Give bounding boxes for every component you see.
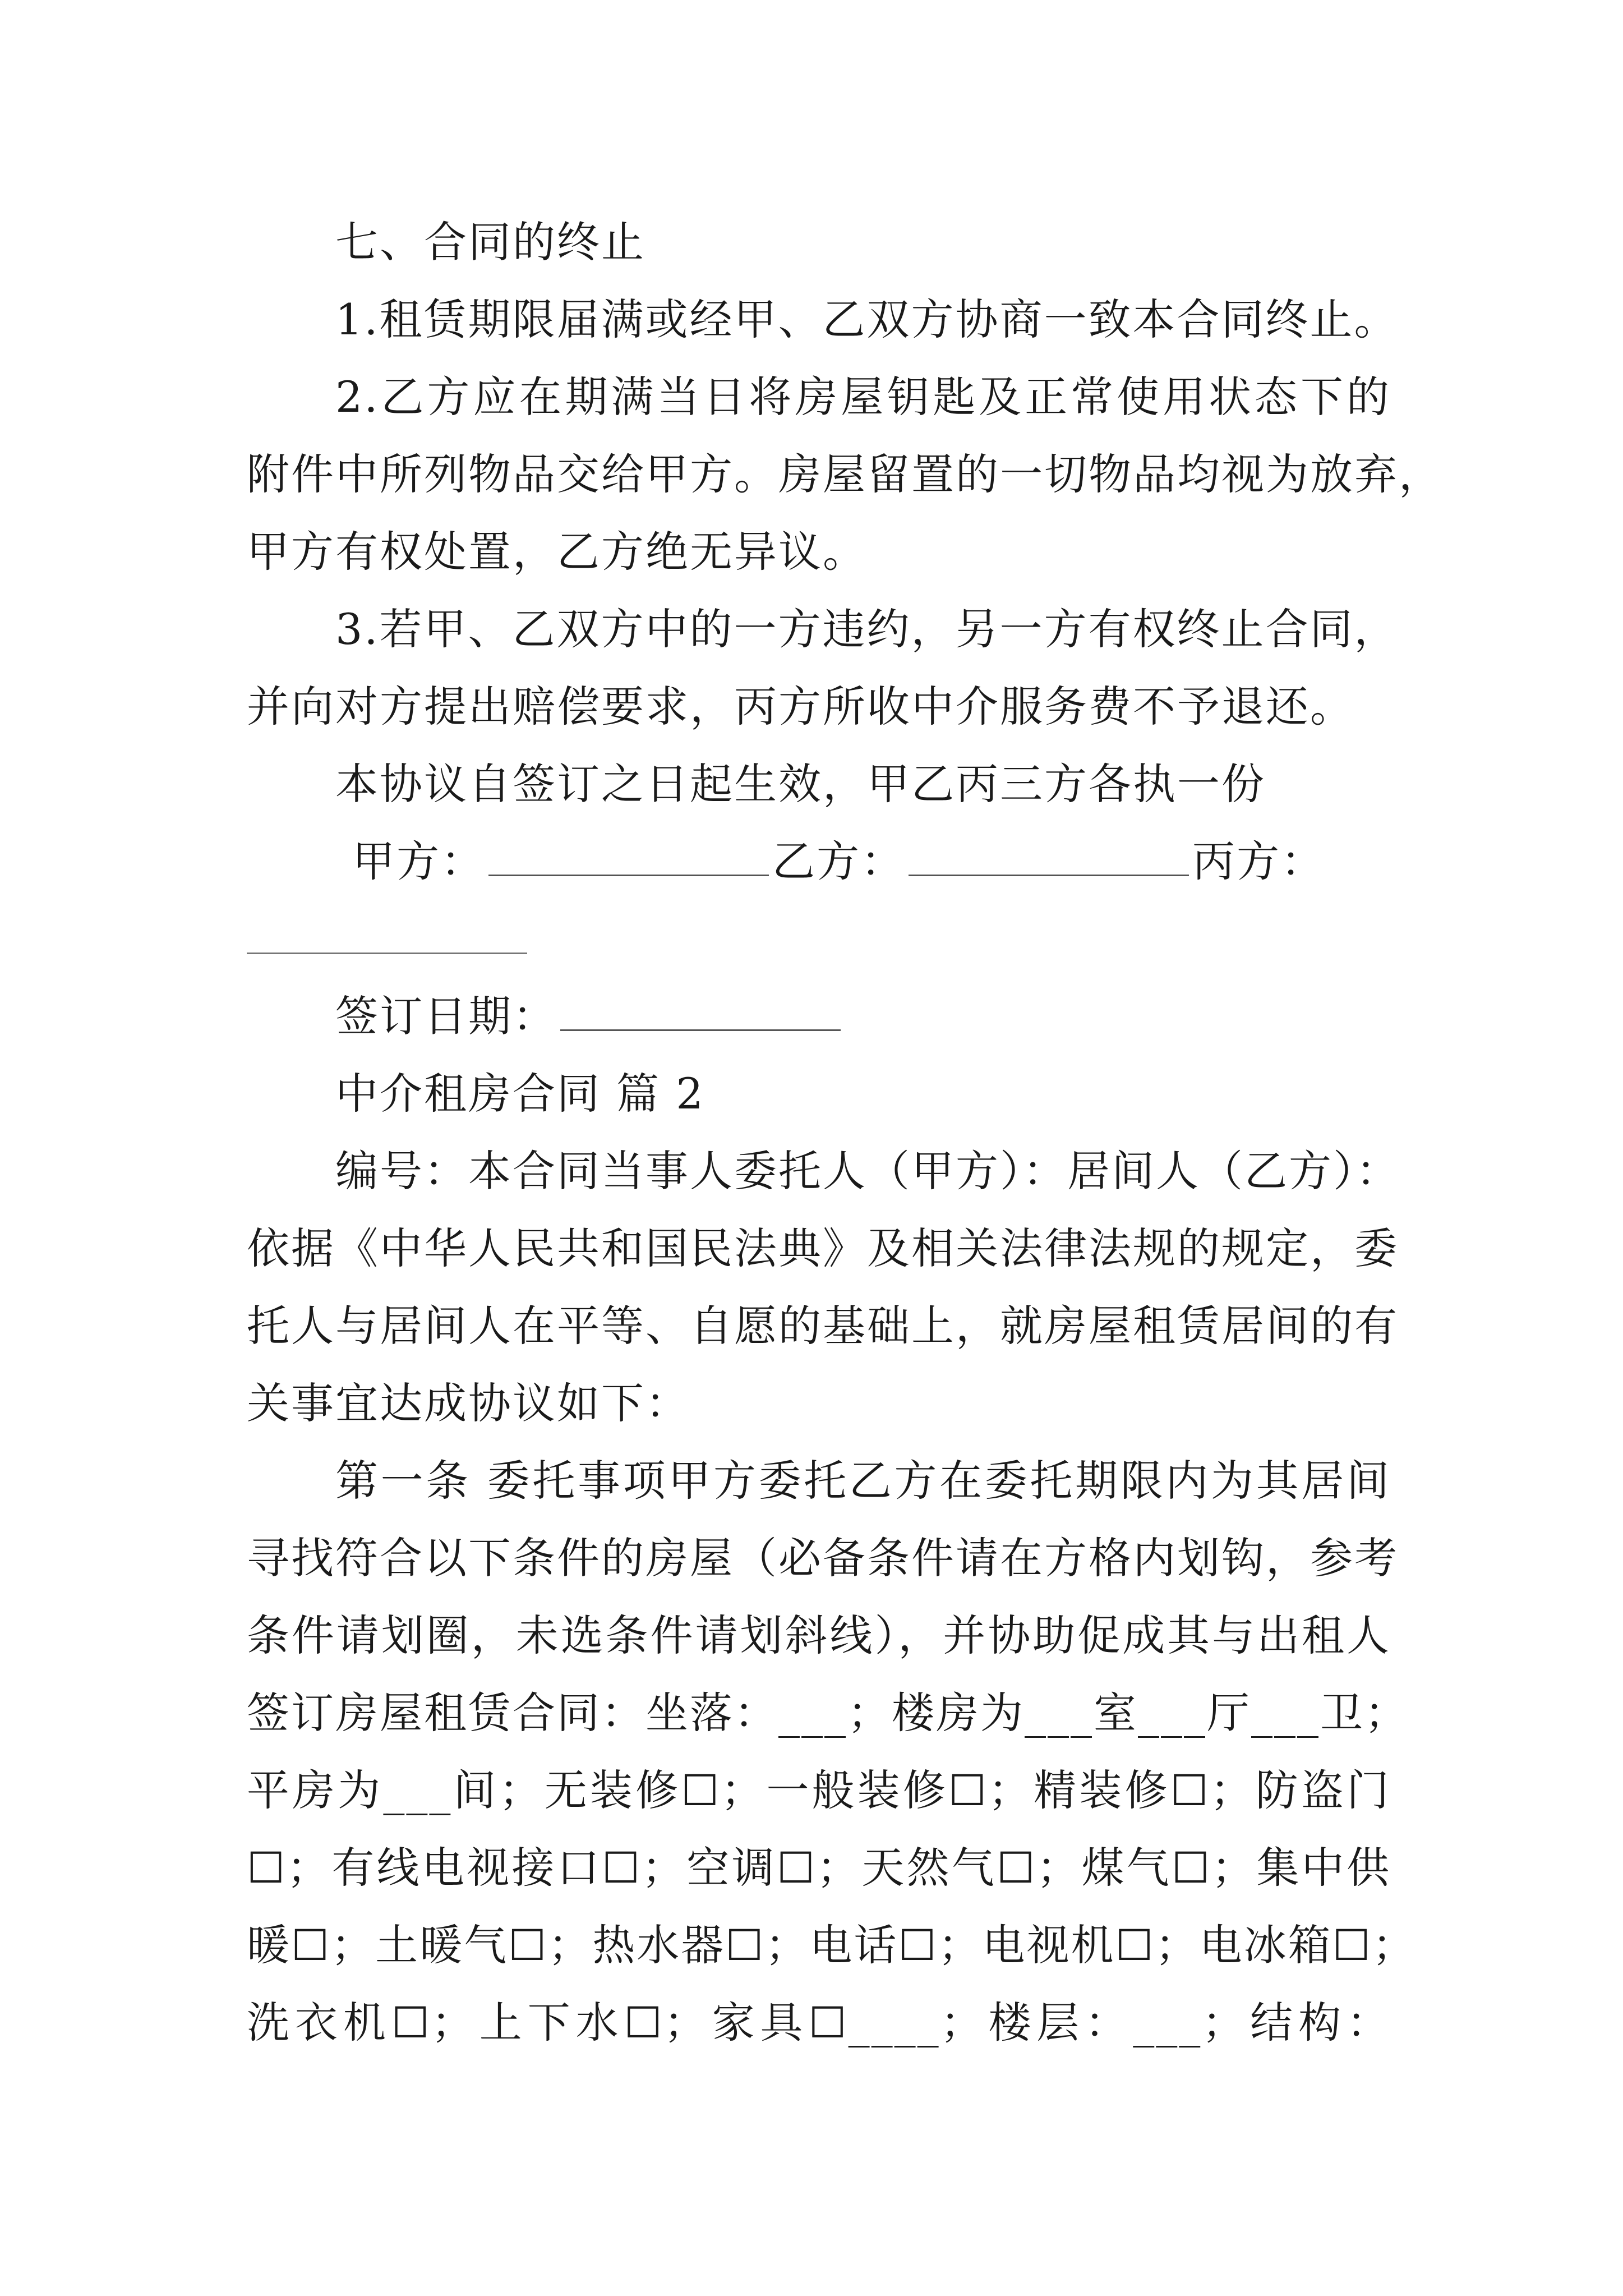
preamble-line-3: 托人与居间人在平等、自愿的基础上，就房屋租赁居间的有 [247,1301,1399,1351]
section-7-item-3-line-2: 并向对方提出赔偿要求，丙方所收中介服务费不予退还。 [247,682,1354,731]
section-7-item-2-line-1: 2.乙方应在期满当日将房屋钥匙及正常使用状态下的 [335,372,1391,422]
article-1-line-2: 寻找符合以下条件的房屋（必备条件请在方格内划钩，参考 [247,1533,1399,1583]
section-7-item-1: 1.租赁期限届满或经甲、乙双方协商一致本合同终止。 [335,295,1399,344]
preamble-line-4: 关事宜达成协议如下： [247,1378,690,1428]
article-1-line-3: 条件请划圈，未选条件请划斜线），并协助促成其与出租人 [247,1611,1391,1660]
article-1-line-4: 签订房屋租赁合同：坐落：___；楼房为___室___厅___卫； [247,1688,1409,1738]
party-c-label: 丙方： [1192,836,1325,886]
section-7-item-2-line-2: 附件中所列物品交给甲方。房屋留置的一切物品均视为放弃， [247,449,1443,499]
party-c-signature-blank [247,953,527,954]
party-a-signature-blank [488,838,769,876]
sign-date-row [335,988,1391,1045]
section-2-heading: 中介租房合同 篇 2 [335,1069,705,1119]
preamble-line-2: 依据《中华人民共和国民法典》及相关法律法规的规定，委 [247,1223,1399,1273]
effect-clause: 本协议自签订之日起生效，甲乙丙三方各执一份 [335,759,1266,809]
article-1-line-8: 洗衣机☐；上下水☐；家具☐____；楼层：___；结构： [247,1998,1391,2047]
article-1-line-6: ☐；有线电视接口☐；空调☐；天然气☐；煤气☐；集中供 [247,1843,1391,1893]
section-7-item-2-line-3: 甲方有权处置，乙方绝无异议。 [247,527,867,577]
section-7-item-3-line-1: 3.若甲、乙双方中的一方违约，另一方有权终止合同， [335,604,1399,654]
party-b-signature-blank [909,838,1189,876]
preamble-line-1: 编号：本合同当事人委托人（甲方）：居间人（乙方）： [335,1146,1400,1196]
party-b-label: 乙方： [772,836,905,886]
article-1-line-5: 平房为___间；无装修☐；一般装修☐；精装修☐；防盗门 [247,1765,1391,1815]
section-7-title: 七、合同的终止 [335,217,645,267]
party-a-label: 甲方： [352,836,485,886]
sign-date-label: 签订日期： [335,991,557,1041]
article-1-line-7: 暖☐；土暖气☐；热水器☐；电话☐；电视机☐；电冰箱☐； [247,1920,1417,1970]
article-1-line-1: 第一条 委托事项甲方委托乙方在委托期限内为其居间 [335,1456,1391,1506]
sign-date-blank [560,992,841,1031]
signature-row [352,834,1391,890]
